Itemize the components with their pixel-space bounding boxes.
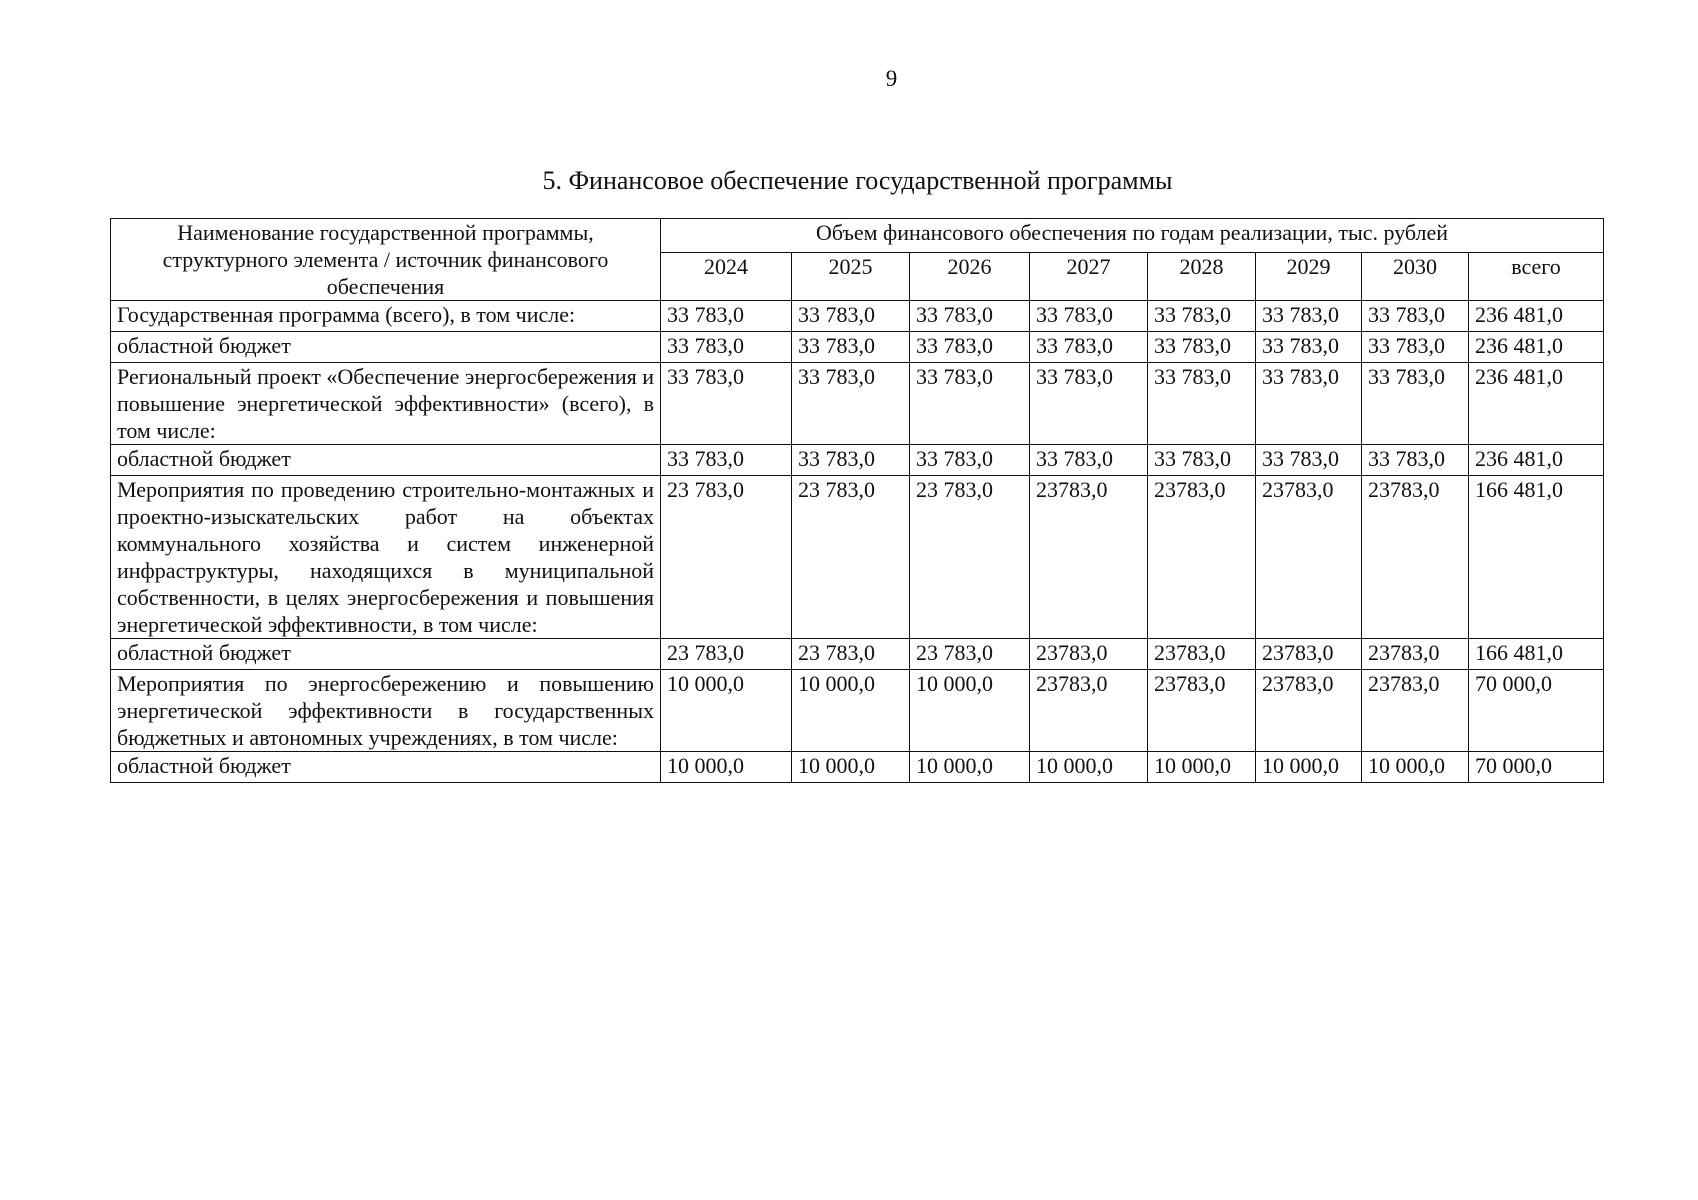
cell-value: 33 783,0 [1030, 363, 1148, 445]
cell-value: 10 000,0 [910, 752, 1030, 783]
cell-value: 33 783,0 [661, 363, 792, 445]
cell-value: 33 783,0 [910, 332, 1030, 363]
cell-total: 236 481,0 [1469, 301, 1604, 332]
cell-value: 23783,0 [1362, 476, 1469, 639]
cell-total: 70 000,0 [1469, 752, 1604, 783]
cell-total: 166 481,0 [1469, 639, 1604, 670]
cell-value: 33 783,0 [792, 332, 910, 363]
table-row [111, 301, 1604, 332]
cell-value: 33 783,0 [1362, 363, 1469, 445]
cell-value: 23783,0 [1148, 670, 1256, 752]
table-row [111, 445, 1604, 476]
cell-value: 33 783,0 [910, 363, 1030, 445]
year-header-total: всего [1469, 253, 1604, 301]
cell-value: 33 783,0 [1030, 301, 1148, 332]
cell-value: 23 783,0 [661, 639, 792, 670]
cell-value: 33 783,0 [1030, 445, 1148, 476]
cell-value: 33 783,0 [792, 363, 910, 445]
table-row [111, 332, 1604, 363]
cell-value: 23783,0 [1256, 639, 1362, 670]
row-name: Мероприятия по проведению строительно-монтажных и проектно-изыскательских работ на объектах коммунального хозяйства и систем инженерной инфраструктуры, находящихся в муниципальной собственности, в целях энергосбережения и повышения энергетической эффективности, в том числе: [111, 476, 661, 639]
cell-value: 10 000,0 [1030, 752, 1148, 783]
volume-column-header: Объем финансового обеспечения по годам реализации, тыс. рублей [661, 219, 1604, 253]
year-header-2026: 2026 [910, 253, 1030, 301]
year-header-2027: 2027 [1030, 253, 1148, 301]
cell-value: 33 783,0 [1256, 445, 1362, 476]
table-row [111, 639, 1604, 670]
cell-value: 33 783,0 [792, 445, 910, 476]
cell-value: 33 783,0 [1148, 363, 1256, 445]
row-name: областной бюджет [111, 445, 661, 476]
cell-total: 236 481,0 [1469, 363, 1604, 445]
cell-value: 33 783,0 [661, 445, 792, 476]
financing-table [110, 218, 1604, 783]
cell-value: 33 783,0 [792, 301, 910, 332]
row-name: областной бюджет [111, 332, 661, 363]
cell-value: 33 783,0 [1256, 363, 1362, 445]
cell-value: 23783,0 [1148, 639, 1256, 670]
year-header-2024: 2024 [661, 253, 792, 301]
row-name: областной бюджет [111, 639, 661, 670]
row-name: Региональный проект «Обеспечение энергосбережения и повышение энергетической эффективности» (всего), в том числе: [111, 363, 661, 445]
cell-value: 10 000,0 [1256, 752, 1362, 783]
row-name: Государственная программа (всего), в том числе: [111, 301, 661, 332]
header-row [111, 219, 1604, 253]
cell-value: 33 783,0 [1256, 332, 1362, 363]
year-header-2029: 2029 [1256, 253, 1362, 301]
row-name: Мероприятия по энергосбережению и повышению энергетической эффективности в государственных бюджетных и автономных учреждениях, в том числе: [111, 670, 661, 752]
name-column-header: Наименование государственной программы, структурного элемента / источник финансового обеспечения [111, 219, 661, 301]
cell-value: 33 783,0 [1362, 301, 1469, 332]
table-row [111, 752, 1604, 783]
table-row [111, 363, 1604, 445]
cell-value: 23 783,0 [792, 639, 910, 670]
cell-value: 33 783,0 [910, 301, 1030, 332]
cell-value: 33 783,0 [1256, 301, 1362, 332]
section-title: 5. Финансовое обеспечение государственной программы [542, 166, 1173, 195]
cell-value: 23 783,0 [792, 476, 910, 639]
cell-value: 33 783,0 [1030, 332, 1148, 363]
cell-value: 10 000,0 [792, 670, 910, 752]
cell-total: 166 481,0 [1469, 476, 1604, 639]
cell-value: 33 783,0 [910, 445, 1030, 476]
cell-value: 33 783,0 [661, 332, 792, 363]
cell-value: 33 783,0 [1362, 445, 1469, 476]
cell-value: 10 000,0 [661, 670, 792, 752]
cell-value: 23 783,0 [910, 639, 1030, 670]
cell-total: 236 481,0 [1469, 445, 1604, 476]
cell-value: 33 783,0 [1362, 332, 1469, 363]
cell-value: 23783,0 [1148, 476, 1256, 639]
cell-value: 23783,0 [1256, 476, 1362, 639]
cell-value: 23783,0 [1256, 670, 1362, 752]
cell-total: 236 481,0 [1469, 332, 1604, 363]
cell-value: 10 000,0 [661, 752, 792, 783]
cell-value: 33 783,0 [1148, 332, 1256, 363]
cell-value: 33 783,0 [661, 301, 792, 332]
cell-value: 10 000,0 [792, 752, 910, 783]
row-name: областной бюджет [111, 752, 661, 783]
cell-value: 23783,0 [1030, 670, 1148, 752]
cell-total: 70 000,0 [1469, 670, 1604, 752]
year-header-2028: 2028 [1148, 253, 1256, 301]
cell-value: 10 000,0 [1148, 752, 1256, 783]
cell-value: 10 000,0 [910, 670, 1030, 752]
year-header-2030: 2030 [1362, 253, 1469, 301]
cell-value: 23783,0 [1362, 670, 1469, 752]
cell-value: 23783,0 [1030, 476, 1148, 639]
cell-value: 23 783,0 [910, 476, 1030, 639]
cell-value: 23783,0 [1030, 639, 1148, 670]
cell-value: 23 783,0 [661, 476, 792, 639]
cell-value: 10 000,0 [1362, 752, 1469, 783]
year-header-2025: 2025 [792, 253, 910, 301]
cell-value: 33 783,0 [1148, 301, 1256, 332]
table-row [111, 476, 1604, 639]
cell-value: 23783,0 [1362, 639, 1469, 670]
table-row [111, 670, 1604, 752]
cell-value: 33 783,0 [1148, 445, 1256, 476]
page-number: 9 [885, 66, 898, 91]
